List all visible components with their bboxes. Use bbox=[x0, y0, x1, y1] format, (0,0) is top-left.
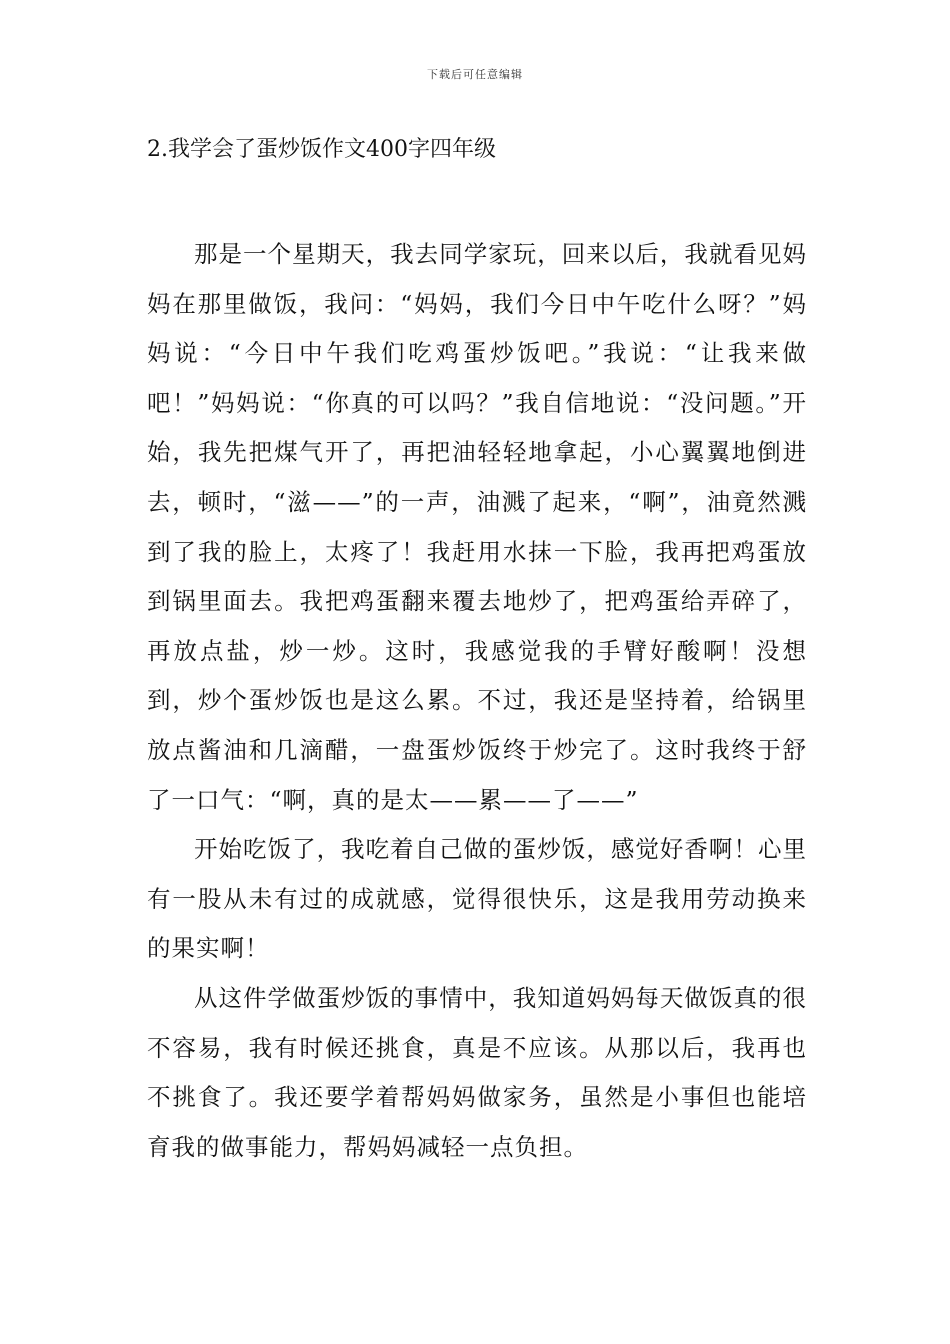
paragraph-2: 开始吃饭了，我吃着自己做的蛋炒饭，感觉好香啊！心里有一股从未有过的成就感，觉得很快乐，这是我用劳动换来的果实啊！ bbox=[147, 835, 807, 963]
header-note: 下载后可任意编辑 bbox=[427, 68, 523, 81]
paragraph-1: 那是一个星期天，我去同学家玩，回来以后，我就看见妈妈在那里做饭，我问：“妈妈，我们今日中午吃什么呀？”妈妈说：“今日中午我们吃鸡蛋炒饭吧。”我说：“让我来做吧！”妈妈说：“你真的可以吗？”我自信地说：“没问题。”开始，我先把煤气开了，再把油轻轻地拿起，小心翼翼地倒进去，顿时，“滋——”的一声，油溅了起来，“啊”，油竟然溅到了我的脸上，太疼了！我赶用水抹一下脸，我再把鸡蛋放到锅里面去。我把鸡蛋翻来覆去地炒了，把鸡蛋给弄碎了，再放点盐，炒一炒。这时，我感觉我的手臂好酸啊！没想到，炒个蛋炒饭也是这么累。不过，我还是坚持着，给锅里放点酱油和几滴醋，一盘蛋炒饭终于炒完了。这时我终于舒了一口气：“啊，真的是太——累——了——” bbox=[147, 240, 807, 814]
paragraph-3: 从这件学做蛋炒饭的事情中，我知道妈妈每天做饭真的很不容易，我有时候还挑食，真是不应该。从那以后，我再也不挑食了。我还要学着帮妈妈做家务，虽然是小事但也能培育我的做事能力，帮妈妈减轻一点负担。 bbox=[147, 983, 807, 1161]
essay-title: 2.我学会了蛋炒饭作文400字四年级 bbox=[147, 137, 496, 162]
essay-body bbox=[147, 230, 807, 1172]
